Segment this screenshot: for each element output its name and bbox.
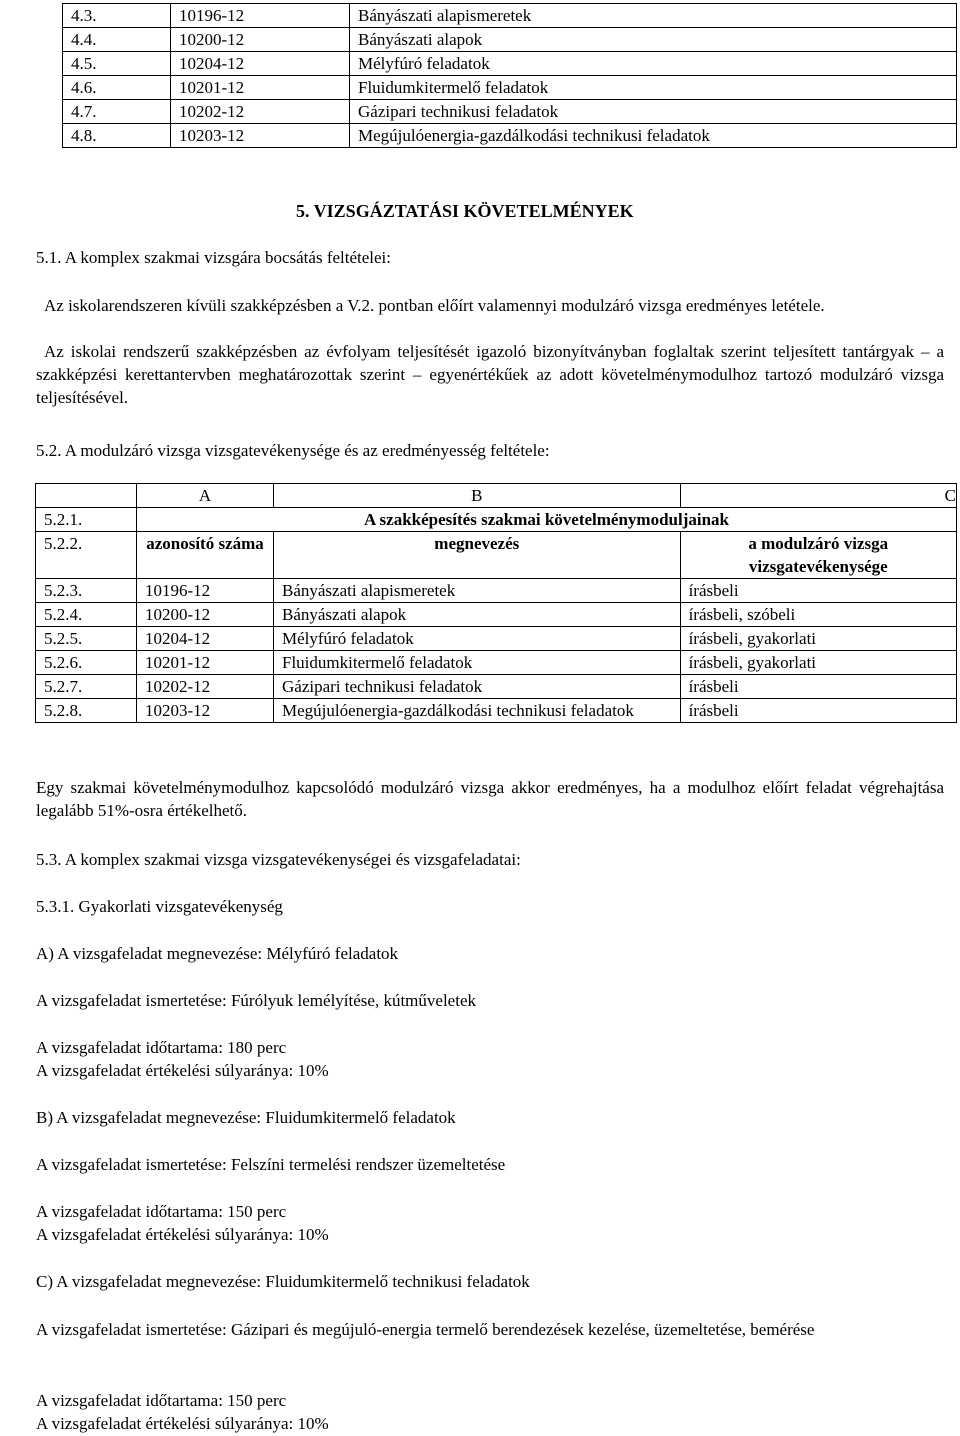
table-row <box>63 4 957 28</box>
table-row <box>36 675 957 699</box>
section-5-1-paragraph-1: Az iskolarendszeren kívüli szakképzésben a V.2. pontban előírt valamennyi modulzáró vizsga eredményes letétele. <box>44 296 825 315</box>
task-a-weight: A vizsgafeladat értékelési súlyaránya: 10% <box>36 1061 329 1080</box>
module-name: Bányászati alapismeretek <box>274 579 681 603</box>
task-a-description: A vizsgafeladat ismertetése: Fúrólyuk lemélyítése, kútműveletek <box>36 991 476 1010</box>
module-name: Megújulóenergia-gazdálkodási technikusi feladatok <box>274 699 681 723</box>
table-row <box>36 532 957 579</box>
table-row <box>63 100 957 124</box>
module-id: 10202-12 <box>137 675 274 699</box>
exam-type: írásbeli, gyakorlati <box>680 627 956 651</box>
row-number: 5.2.2. <box>36 532 137 579</box>
section-5-2-heading: 5.2. A modulzáró vizsga vizsgatevékenysége és az eredményesség feltétele: <box>36 441 550 460</box>
section-5-3-1-heading: 5.3.1. Gyakorlati vizsgatevékenység <box>36 897 283 916</box>
module-name: Gázipari technikusi feladatok <box>350 100 957 124</box>
row-number: 4.5. <box>63 52 171 76</box>
exam-header: a modulzáró vizsga vizsgatevékenysége <box>680 532 956 579</box>
table-header-row <box>36 484 957 508</box>
row-number: 5.2.3. <box>36 579 137 603</box>
table-row <box>36 508 957 532</box>
section-5-1-heading: 5.1. A komplex szakmai vizsgára bocsátás feltételei: <box>36 248 391 267</box>
task-c-duration: A vizsgafeladat időtartama: 150 perc <box>36 1391 287 1410</box>
table-row <box>63 28 957 52</box>
id-header: azonosító száma <box>137 532 274 579</box>
module-name: Fluidumkitermelő feladatok <box>350 76 957 100</box>
module-id: 10200-12 <box>137 603 274 627</box>
task-b-weight: A vizsgafeladat értékelési súlyaránya: 10% <box>36 1225 329 1244</box>
table-row <box>63 124 957 148</box>
column-a-header: A <box>137 484 274 508</box>
table-row <box>36 699 957 723</box>
table-row <box>36 651 957 675</box>
task-c-description: A vizsgafeladat ismertetése: Gázipari és megújuló-energia termelő berendezések kezelése, üzemeltetése, bemérése <box>36 1320 815 1339</box>
table-row <box>36 603 957 627</box>
row-number: 4.4. <box>63 28 171 52</box>
row-number: 4.3. <box>63 4 171 28</box>
exam-type: írásbeli, gyakorlati <box>680 651 956 675</box>
exam-type: írásbeli, szóbeli <box>680 603 956 627</box>
name-header: megnevezés <box>274 532 681 579</box>
column-c-header: C <box>680 484 956 508</box>
module-name: Fluidumkitermelő feladatok <box>274 651 681 675</box>
module-name: Megújulóenergia-gazdálkodási technikusi feladatok <box>350 124 957 148</box>
module-id: 10200-12 <box>171 28 350 52</box>
module-name: Bányászati alapismeretek <box>350 4 957 28</box>
section-5-2-note <box>36 776 944 822</box>
module-id: 10203-12 <box>171 124 350 148</box>
row-number: 5.2.4. <box>36 603 137 627</box>
exam-type: írásbeli <box>680 675 956 699</box>
task-b-duration: A vizsgafeladat időtartama: 150 perc <box>36 1202 287 1221</box>
module-id: 10201-12 <box>137 651 274 675</box>
section-5-3-heading: 5.3. A komplex szakmai vizsga vizsgatevékenységei és vizsgafeladatai: <box>36 850 521 869</box>
module-name: Mélyfúró feladatok <box>274 627 681 651</box>
task-c-weight: A vizsgafeladat értékelési súlyaránya: 10% <box>36 1414 329 1433</box>
row-number: 5.2.7. <box>36 675 137 699</box>
module-list-table <box>62 3 957 148</box>
section-5-1-paragraph-2: Az iskolai rendszerű szakképzésben az évfolyam teljesítését igazoló bizonyítványban foglaltak szerint teljesített tantárgyak – a szakképzési kerettantervben meghatározottak szerint – egyenértékűek az adott követelménymodulhoz tartozó modulzáró vizsga teljesítésével. <box>36 342 944 407</box>
modules-title: A szakképesítés szakmai követelménymoduljainak <box>137 508 957 532</box>
module-id: 10202-12 <box>171 100 350 124</box>
column-b-header: B <box>274 484 681 508</box>
row-number: 5.2.1. <box>36 508 137 532</box>
empty-cell <box>36 484 137 508</box>
task-c-name: C) A vizsgafeladat megnevezése: Fluidumkitermelő technikusi feladatok <box>36 1272 530 1291</box>
module-name: Gázipari technikusi feladatok <box>274 675 681 699</box>
task-a-name: A) A vizsgafeladat megnevezése: Mélyfúró feladatok <box>36 944 399 963</box>
module-id: 10204-12 <box>137 627 274 651</box>
module-id: 10201-12 <box>171 76 350 100</box>
table-row <box>63 52 957 76</box>
exam-type: írásbeli <box>680 579 956 603</box>
module-name: Mélyfúró feladatok <box>350 52 957 76</box>
module-name: Bányászati alapok <box>274 603 681 627</box>
module-id: 10196-12 <box>171 4 350 28</box>
row-number: 4.7. <box>63 100 171 124</box>
table-row <box>63 76 957 100</box>
note-text: Egy szakmai követelménymodulhoz kapcsolódó modulzáró vizsga akkor eredményes, ha a modulhoz előírt feladat végrehajtása legalább 51%-osra értékelhető. <box>36 778 944 820</box>
module-id: 10203-12 <box>137 699 274 723</box>
row-number: 4.8. <box>63 124 171 148</box>
table-row <box>36 579 957 603</box>
table-row <box>36 627 957 651</box>
module-requirements-table <box>35 483 957 723</box>
row-number: 5.2.8. <box>36 699 137 723</box>
task-b-name: B) A vizsgafeladat megnevezése: Fluidumkitermelő feladatok <box>36 1108 456 1127</box>
row-number: 5.2.6. <box>36 651 137 675</box>
module-id: 10196-12 <box>137 579 274 603</box>
section-5-title: 5. VIZSGÁZTATÁSI KÖVETELMÉNYEK <box>296 201 634 221</box>
module-id: 10204-12 <box>171 52 350 76</box>
row-number: 5.2.5. <box>36 627 137 651</box>
row-number: 4.6. <box>63 76 171 100</box>
task-a-duration: A vizsgafeladat időtartama: 180 perc <box>36 1038 287 1057</box>
module-name: Bányászati alapok <box>350 28 957 52</box>
exam-type: írásbeli <box>680 699 956 723</box>
task-b-description: A vizsgafeladat ismertetése: Felszíni termelési rendszer üzemeltetése <box>36 1155 506 1174</box>
